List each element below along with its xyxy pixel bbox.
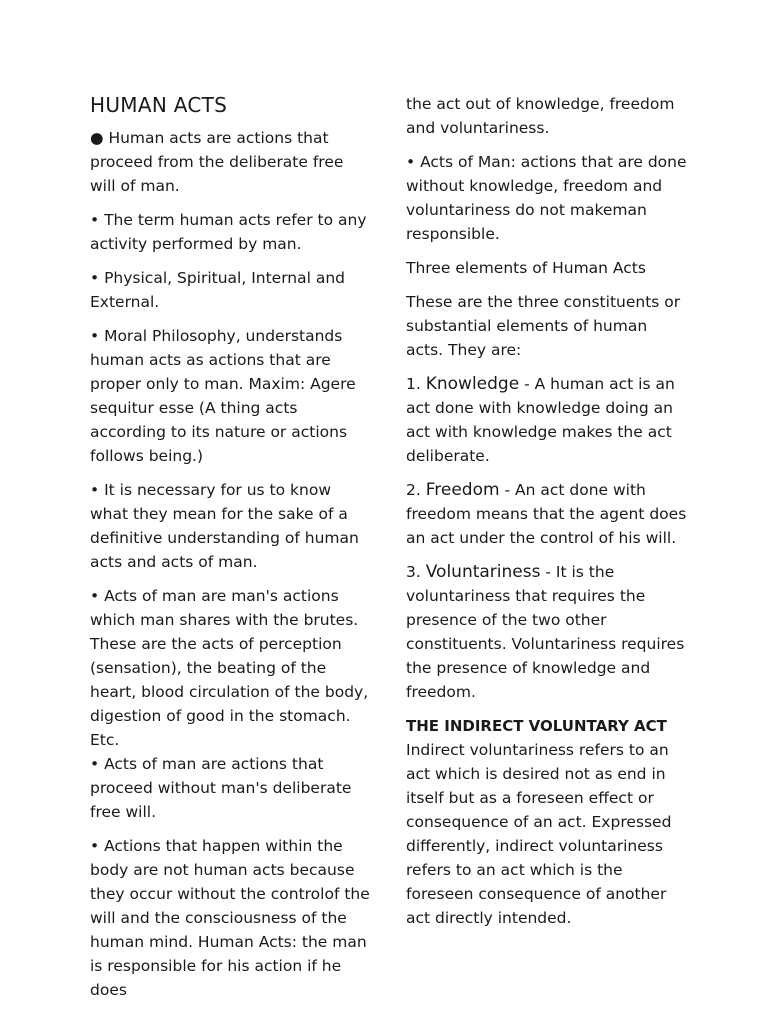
paragraph: • Actions that happen within the body are not human acts because they occur without the controlof the will and the consciousness of the human mind. Human Acts: the man is responsible for his action if he does [90, 837, 370, 999]
element-item-voluntariness [406, 560, 688, 704]
left-column [90, 92, 372, 1012]
elements-intro: These are the three constituents or substantial elements of human acts. They are: [406, 293, 681, 359]
paragraph: • Physical, Spiritual, Internal and External. [90, 269, 346, 311]
element-text: - An act done with freedom means that the agent does an act under the control of his will. [406, 481, 687, 547]
paragraph-continuation: the act out of knowledge, freedom and voluntariness. [406, 95, 675, 137]
paragraph: ● Human acts are actions that proceed from the deliberate free will of man. [90, 129, 344, 195]
element-term: Freedom [425, 480, 500, 500]
paragraph: • It is necessary for us to know what they mean for the sake of a definitive understanding of human acts and acts of man. [90, 481, 359, 571]
element-text: - It is the voluntariness that requires the presence of the two other constituents. Voluntariness requires the presence of knowledge and freedom. [406, 563, 685, 701]
element-number: 1. [406, 375, 421, 393]
right-column [406, 92, 688, 940]
indirect-voluntary-text: Indirect voluntariness refers to an act which is desired not as end in itself but as a foreseen effect or consequence of an act. Expressed differently, indirect voluntariness refers to an act which is the foreseen consequence of another act directly intended. [406, 741, 672, 927]
element-number: 2. [406, 481, 421, 499]
paragraph: • Acts of Man: actions that are done without knowledge, freedom and voluntariness do not makeman responsible. [406, 153, 687, 243]
element-number: 3. [406, 563, 421, 581]
element-term: Knowledge [425, 374, 520, 394]
paragraph: • Moral Philosophy, understands human acts as actions that are proper only to man. Maxim: Agere sequitur esse (A thing acts according to its nature or actions follows being.) [90, 327, 356, 465]
indirect-voluntary-heading: THE INDIRECT VOLUNTARY ACT [406, 717, 667, 735]
elements-heading: Three elements of Human Acts [406, 259, 646, 277]
element-item-freedom [406, 478, 688, 550]
paragraph: • Acts of man are man's actions which man shares with the brutes. These are the acts of perception (sensation), the beating of the heart, blood circulation of the body, digestion of good in the stomach. Etc. [90, 587, 369, 749]
element-term: Voluntariness [425, 562, 541, 582]
document-title: HUMAN ACTS [90, 93, 228, 117]
paragraph: • The term human acts refer to any activity performed by man. [90, 211, 367, 253]
element-text: - A human act is an act done with knowledge doing an act with knowledge makes the act deliberate. [406, 375, 675, 465]
element-item-knowledge [406, 372, 688, 468]
paragraph: • Acts of man are actions that proceed without man's deliberate free will. [90, 755, 352, 821]
